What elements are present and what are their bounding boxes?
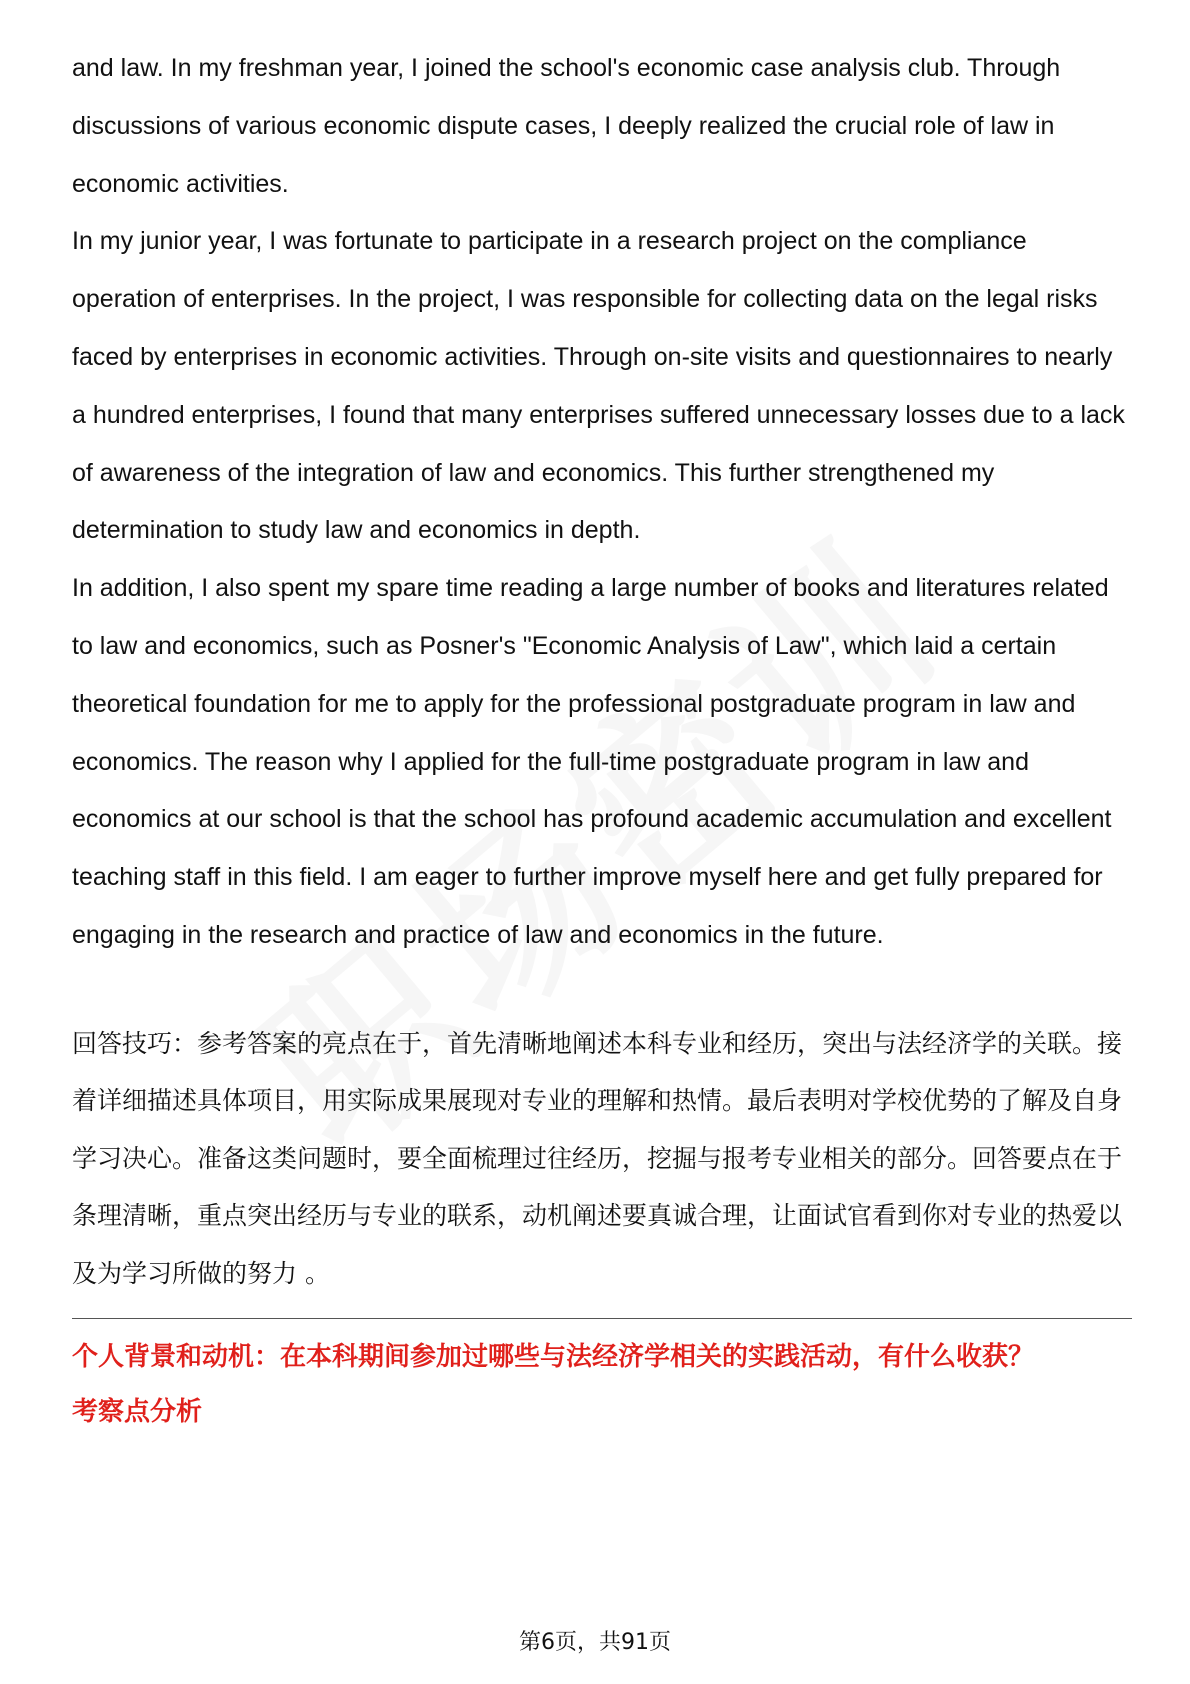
- section-divider: [72, 1318, 1132, 1319]
- analysis-heading: 考察点分析: [72, 1397, 203, 1428]
- question-heading: 个人背景和动机：在本科期间参加过哪些与法经济学相关的实践活动，有什么收获？: [72, 1342, 1035, 1373]
- page-footer: 第6页，共91页: [519, 1630, 671, 1655]
- answer-paragraph-2: In my junior year, I was fortunate to participate in a research project on the compliance operation of enterprises. In the project, I was responsible for collecting data on the legal risks faced by enterprises in economic activities. Through on-site visits and questionnaires to nearly a hundred enterprises, I found that many enterprises suffered unnecessary losses due to a lack of awareness of the integration of law and economics. This further strengthened my determination to study law and economics in depth.: [72, 227, 1125, 545]
- page-content: [72, 40, 1132, 1429]
- answer-tips: 回答技巧：参考答案的亮点在于，首先清晰地阐述本科专业和经历，突出与法经济学的关联。接着详细描述具体项目，用实际成果展现对专业的理解和热情。最后表明对学校优势的了解及自身学习决心。准备这类问题时，要全面梳理过往经历，挖掘与报考专业相关的部分。回答要点在于条理清晰，重点突出经历与专业的联系，动机阐述要真诚合理，让面试官看到你对专业的热爱以及为学习所做的努力 。: [72, 1028, 1123, 1288]
- answer-paragraph-3: In addition, I also spent my spare time reading a large number of books and literatures related to law and economics, such as Posner's "Economic Analysis of Law", which laid a certain theoretical foundation for me to apply for the professional postgraduate program in law and economics. The reason why I applied for the full-time postgraduate program in law and economics at our school is that the school has profound academic accumulation and excellent teaching staff in this field. I am eager to further improve myself here and get fully prepared for engaging in the research and practice of law and economics in the future.: [72, 574, 1112, 949]
- answer-paragraph-1: and law. In my freshman year, I joined the school's economic case analysis club. Through discussions of various economic dispute cases, I deeply realized the crucial role of law in economic activities.: [72, 54, 1061, 198]
